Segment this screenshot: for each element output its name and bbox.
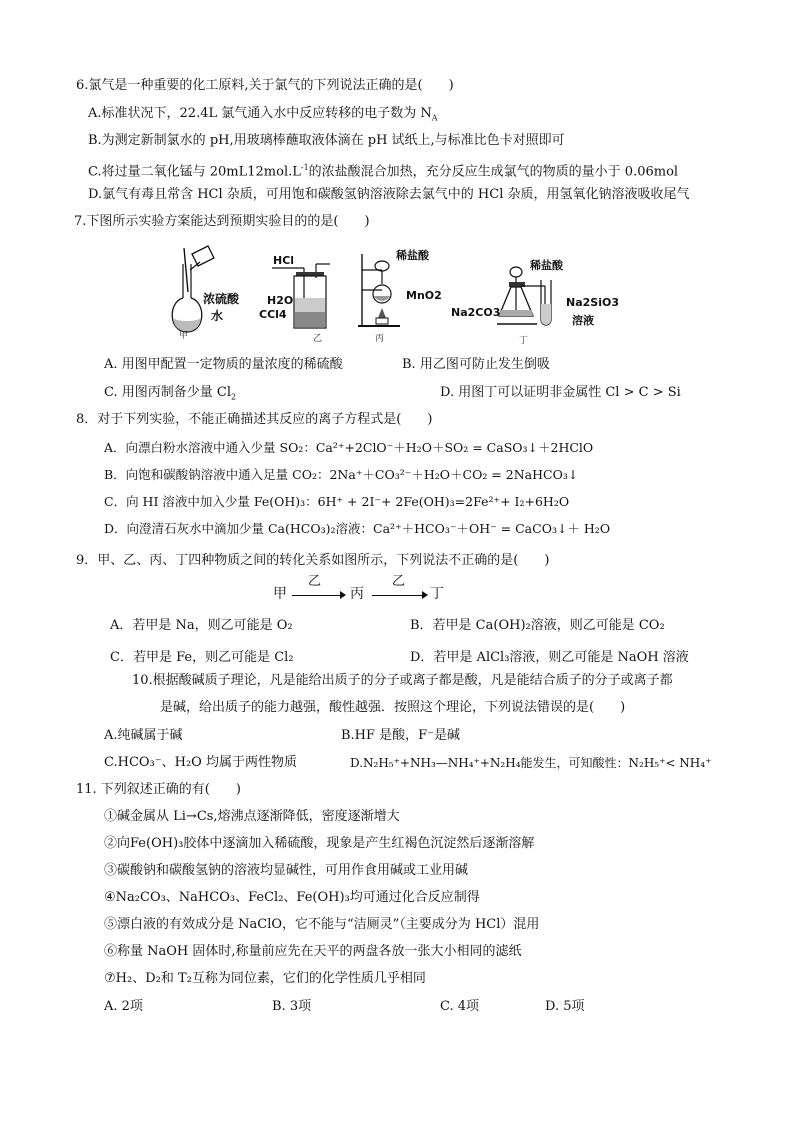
- figure-bing-label-acid: 稀盐酸: [396, 249, 429, 262]
- q11-stem: 11. 下列叙述正确的有( ): [76, 782, 241, 797]
- figure-jia-label-water: 水: [211, 309, 224, 323]
- q11-item: ②向Fe(OH)₃胶体中逐滴加入稀硫酸，现象是产生红褐色沉淀然后逐渐溶解: [104, 836, 535, 851]
- q11-item: ④Na₂CO₃、NaHCO₃、FeCl₂、Fe(OH)₃均可通过化合反应制得: [104, 890, 480, 905]
- scheme-ding: 丁: [430, 586, 444, 602]
- figure-ding-label-acid: 稀盐酸: [530, 259, 563, 272]
- q8-stem: 8．对于下列实验，不能正确描述其反应的离子方程式是( ): [76, 412, 433, 427]
- figure-bing-chlorine-apparatus: [356, 250, 406, 330]
- q7-stem: 7.下图所示实验方案能达到预期实验目的的是( ): [74, 214, 370, 229]
- q9-option-d: D．若甲是 AlCl₃溶液，则乙可能是 NaOH 溶液: [410, 650, 689, 665]
- scheme-yi-2: 乙: [392, 574, 406, 589]
- q6-option-a: A.标准状况下，22.4L 氯气通入水中反应转移的电子数为 $N_A$: [88, 106, 438, 123]
- q9-stem: 9．甲、乙、丙、丁四种物质之间的转化关系如图所示，下列说法不正确的是( ): [76, 553, 550, 568]
- scheme-bing: 丙: [350, 586, 364, 602]
- q7-option-b: B. 用乙图可防止发生倒吸: [402, 357, 550, 372]
- scheme-jia: 甲: [273, 586, 287, 602]
- figure-bing-caption: 丙: [375, 334, 385, 344]
- figure-ding-test-tube: [538, 278, 554, 328]
- q9-option-a: A．若甲是 Na，则乙可能是 O₂: [110, 618, 293, 633]
- q11-item: ⑥称量 NaOH 固体时,称量前应先在天平的两盘各放一张大小相同的滤纸: [104, 944, 522, 959]
- scheme-arrow-2: [372, 595, 426, 596]
- q11-option-a: A. 2项: [104, 999, 143, 1014]
- q11-option-c: C. 4项: [440, 999, 480, 1014]
- q10-option-b: B.HF 是酸，F⁻是碱: [341, 728, 461, 743]
- q6-option-b: B.为测定新制氯水的 pH,用玻璃棒蘸取液体滴在 pH 试纸上,与标准比色卡对照即可: [88, 133, 565, 148]
- figure-jia-caption: 甲: [179, 331, 189, 341]
- figure-ding-caption: 丁: [519, 336, 529, 346]
- q6-option-c: C.将过量二氧化锰与 $20mL12mol.L^{-1}$的浓盐酸混合加热，充分反应生成氯气的物质的量小于 0.06mol: [88, 163, 679, 180]
- q10-stem-line1: 10.根据酸碱质子理论，凡是能给出质子的分子或离子都是酸，凡是能结合质子的分子或离子都: [132, 673, 673, 688]
- figure-yi-label-h2o: H2O: [267, 294, 294, 307]
- figure-yi-label-hcl: HCl: [273, 254, 295, 267]
- q8-option-a: A．向漂白粉水溶液中通入少量 SO₂：Ca²⁺+2ClO⁻＋H₂O＋SO₂ = CaSO₃↓＋2HClO: [104, 440, 594, 455]
- figure-ding-label-na2co3: Na2CO3: [451, 306, 501, 319]
- q8-option-d: D．向澄清石灰水中滴加少量 Ca(HCO₃)₂溶液：Ca²⁺＋HCO₃⁻＋OH⁻ = CaCO₃↓＋ H₂O: [104, 521, 611, 536]
- scheme-arrow-1: [292, 595, 344, 596]
- q6-option-d: D.氯气有毒且常含 HCl 杂质，可用饱和碳酸氢钠溶液除去氯气中的 HCl 杂质，用氢氧化钠溶液吸收尾气: [88, 187, 690, 202]
- q11-item: ①碱金属从 Li→Cs,熔沸点逐渐降低，密度逐渐增大: [104, 809, 400, 824]
- q6-stem: 6.氯气是一种重要的化工原料,关于氯气的下列说法正确的是( ): [76, 78, 454, 93]
- scheme-arrowhead-2: [422, 591, 428, 599]
- q11-option-b: B. 3项: [272, 999, 312, 1014]
- q8-option-b: B．向饱和碳酸钠溶液中通入足量 CO₂：2Na⁺＋CO₃²⁻＋H₂O＋CO₂ = 2NaHCO₃↓: [104, 467, 579, 482]
- figure-ding-label-na2sio3: Na2SiO3: [566, 296, 619, 309]
- q11-item: ⑦H₂、D₂和 T₂互称为同位素，它们的化学性质几乎相同: [104, 971, 426, 986]
- q9-option-b: B．若甲是 Ca(OH)₂溶液，则乙可能是 CO₂: [410, 618, 665, 633]
- figure-yi-caption: 乙: [313, 334, 323, 344]
- figure-ding-label-solution: 溶液: [572, 314, 594, 327]
- q10-option-d: D.N₂H₅⁺+NH₃—NH₄⁺+N₂H₄能发生，可知酸性：N₂H₅⁺< NH₄⁺: [350, 756, 712, 770]
- figure-yi-label-ccl4: CCl4: [259, 308, 287, 321]
- q7-option-d: D. 用图丁可以证明非金属性 Cl > C > Si: [440, 385, 681, 400]
- q11-item: ③碳酸钠和碳酸氢钠的溶液均显碱性，可用作食用碱或工业用碱: [104, 863, 469, 878]
- q8-option-c: C．向 HI 溶液中加入少量 Fe(OH)₃：6H⁺ + 2I⁻+ 2Fe(OH)₃=2Fe²⁺+ I₂+6H₂O: [104, 494, 570, 509]
- scheme-arrowhead-1: [340, 591, 346, 599]
- q11-option-d: D. 5项: [545, 999, 585, 1014]
- q10-option-a: A.纯碱属于碱: [104, 728, 183, 743]
- scheme-yi-1: 乙: [308, 574, 322, 589]
- q9-option-c: C．若甲是 Fe，则乙可能是 Cl₂: [110, 650, 294, 665]
- q7-option-c: C. 用图丙制备少量 $Cl_2$: [104, 385, 237, 402]
- figure-bing-label-mno2: MnO2: [406, 289, 442, 302]
- q11-item: ⑤漂白液的有效成分是 NaClO，它不能与“洁厕灵”（主要成分为 HCl）混用: [104, 917, 540, 932]
- q10-stem-line2: 是碱，给出质子的能力越强，酸性越强．按照这个理论，下列说法错误的是( ): [160, 700, 626, 715]
- figure-jia-label-acid: 浓硫酸: [203, 292, 240, 306]
- q7-option-a: A. 用图甲配置一定物质的量浓度的稀硫酸: [104, 357, 343, 372]
- q10-option-c: C.HCO₃⁻、H₂O 均属于两性物质: [104, 755, 297, 770]
